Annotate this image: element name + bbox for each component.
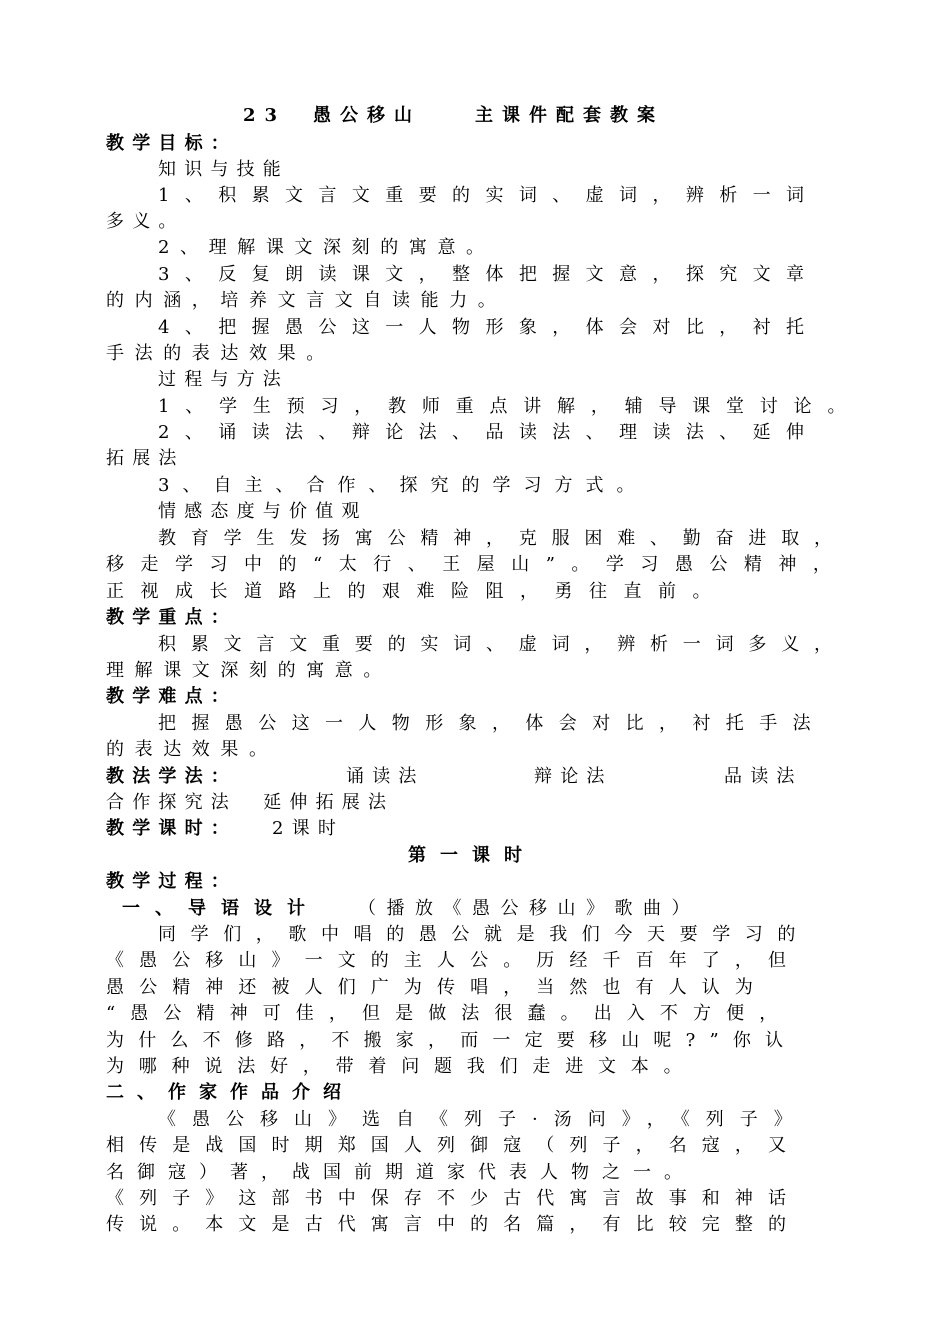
- class-hours-label: 教学课时：: [106, 818, 237, 839]
- objective-3-line-1: 3、反复朗读课文，整体把握文意，探究文章: [158, 264, 820, 285]
- intro-line-1: 同学们，歌中唱的愚公就是我们今天要学习的: [158, 924, 810, 945]
- subheading-process-method: 过程与方法: [158, 369, 289, 390]
- section-1-note: （播放《愚公移山》歌曲）: [358, 898, 700, 919]
- intro-line-5: 为什么不修路，不搬家，而一定要移山呢?”你认: [106, 1030, 798, 1051]
- author-line-3: 名御寇）著，战国前期道家代表人物之一。: [106, 1162, 695, 1183]
- method-recitation: 诵读法: [346, 766, 425, 787]
- heading-key-points: 教学重点：: [106, 607, 237, 628]
- difficulties-line-2: 的表达效果。: [106, 739, 278, 760]
- author-line-1: 《愚公移山》选自《列子·汤问》，《列子》: [158, 1109, 808, 1130]
- emotion-line-3: 正视成长道路上的艰难险阻，勇往直前。: [106, 581, 727, 602]
- objective-3-line-2: 的内涵，培养文言文自读能力。: [106, 290, 507, 311]
- subheading-knowledge-skills: 知识与技能: [158, 159, 289, 180]
- emotion-line-1: 教育学生发扬寓公精神，克服困难、勤奋进取，: [158, 528, 847, 549]
- intro-line-4: “愚公精神可佳，但是做法很蠢。出入不方便，: [106, 1003, 793, 1024]
- intro-line-2: 《愚公移山》一文的主人公。历经千百年了，但: [106, 950, 802, 971]
- document-title: 23 愚公移山 主课件配套教案: [243, 105, 665, 126]
- method-2-line-1: 2、诵读法、辩论法、品读法、理读法、延伸: [158, 422, 820, 443]
- teaching-methods-line-2: 合作探究法 延伸拓展法: [106, 792, 395, 813]
- key-points-line-1: 积累文言文重要的实词、虚词，辨析一词多义，: [158, 634, 847, 655]
- objective-1-line-1: 1、积累文言文重要的实词、虚词，辨析一词: [158, 185, 820, 206]
- heading-difficulties: 教学难点：: [106, 686, 237, 707]
- lesson-heading: 第一课时: [408, 845, 536, 866]
- method-2-line-2: 拓展法: [106, 448, 185, 469]
- heading-teaching-process: 教学过程：: [106, 871, 237, 892]
- author-line-4: 《列子》这部书中保存不少古代寓言故事和神话: [106, 1188, 802, 1209]
- class-hours-value: 2课时: [272, 818, 345, 839]
- teaching-methods-label: 教法学法：: [106, 766, 237, 787]
- class-hours-line: [106, 816, 706, 842]
- subheading-emotion-values: 情感态度与价值观: [158, 501, 368, 522]
- method-1: 1、学生预习，教师重点讲解，辅导课堂讨论。: [158, 396, 862, 417]
- method-debate: 辩论法: [534, 766, 613, 787]
- author-line-2: 相传是战国时期郑国人列御寇（列子，名寇，又: [106, 1135, 802, 1156]
- objective-2: 2、理解课文深刻的寓意。: [158, 237, 495, 258]
- objective-4-line-2: 手法的表达效果。: [106, 343, 335, 364]
- method-close-reading: 品读法: [724, 766, 803, 787]
- objective-4-line-1: 4、把握愚公这一人物形象，体会对比，衬托: [158, 317, 820, 338]
- method-3: 3、自主、合作、探究的学习方式。: [158, 475, 648, 496]
- difficulties-line-1: 把握愚公这一人物形象，体会对比，衬托手法: [158, 713, 826, 734]
- author-line-5: 传说。本文是古代寓言中的名篇，有比较完整的: [106, 1214, 802, 1235]
- key-points-line-2: 理解课文深刻的寓意。: [106, 660, 392, 681]
- intro-line-3: 愚公精神还被人们广为传唱，当然也有人认为: [106, 977, 768, 998]
- objective-1-line-2: 多义。: [106, 211, 185, 232]
- section-1-heading: 一、导语设计: [122, 898, 320, 919]
- emotion-line-2: 移走学习中的“太行、王屋山”。学习愚公精神，: [106, 554, 848, 575]
- teaching-methods-line-1: [106, 764, 946, 790]
- intro-line-6: 为哪种说法好，带着问题我们走进文本。: [106, 1056, 697, 1077]
- heading-objectives: 教学目标：: [106, 133, 237, 154]
- section-1-heading-line: [122, 896, 922, 922]
- section-2-heading: 二、作家作品介绍: [106, 1082, 354, 1103]
